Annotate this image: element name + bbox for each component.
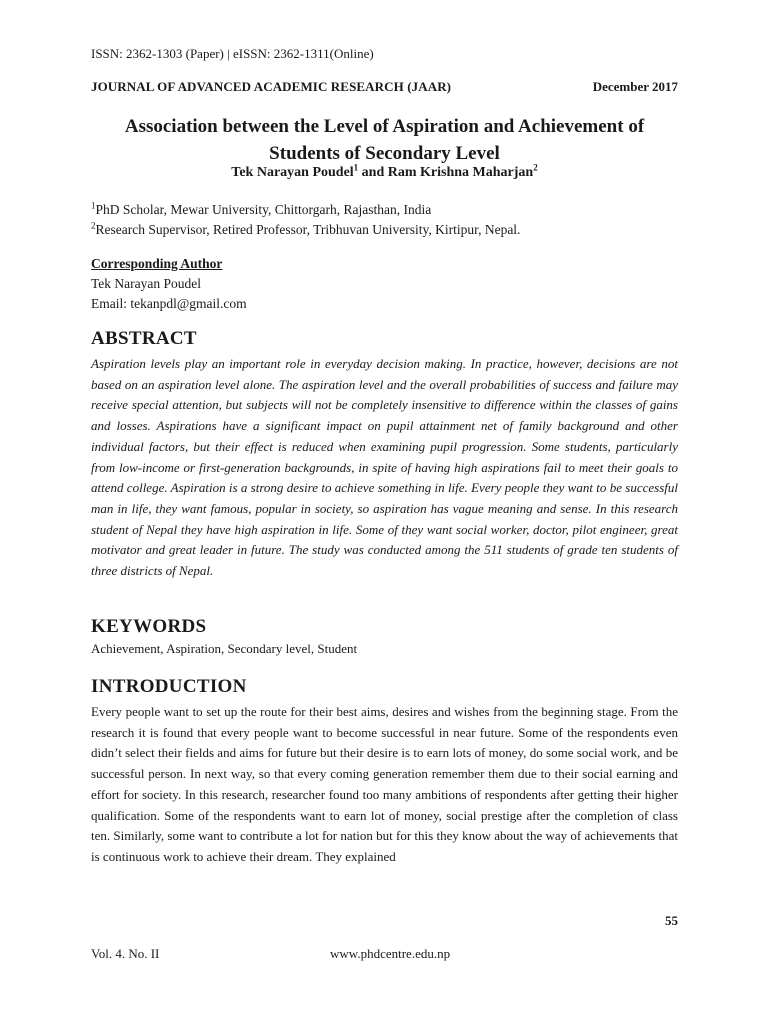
author-connector: and <box>358 165 388 180</box>
affiliation-2-sup: 2 <box>91 220 96 231</box>
author-1-sup: 1 <box>353 162 359 173</box>
affiliation-1-text: PhD Scholar, Mewar University, Chittorgarh, Rajasthan, India <box>95 202 432 217</box>
abstract-text: Aspiration levels play an important role in everyday decision making. In practice, however, decisions are not based on an aspiration level alone. The aspiration level and the overall probabilities of success and failure may receive special attention, but subjects will not be completely insensitive to difference within the classes of gains and losses. Aspirations have a significant impact on pupil attainment net of family background and other individual factors, but their effect is reduced when examining pupil progression. Some students, particularly from low-income or first-generation backgrounds, in spite of having high aspirations fail to meet their goals to attend college. Aspiration is a strong desire to achieve something in life. Every people they want to be successful man in life, they want famous, popular in society, so aspiration has vague meaning and sense. In this research student of Nepal they have high aspiration in life. Some of they want social worker, doctor, pilot engineer, great motivator and great leader in future. The study was conducted among the 511 students of grade ten students of three districts of Nepal. <box>91 356 678 579</box>
issue-date: December 2017 <box>592 79 678 94</box>
journal-name: JOURNAL OF ADVANCED ACADEMIC RESEARCH (JAAR) <box>91 79 452 94</box>
affiliations <box>91 200 520 240</box>
affiliation-2 <box>91 220 520 240</box>
corresponding-author-name: Tek Narayan Poudel <box>91 276 202 291</box>
introduction-text: Every people want to set up the route for their best aims, desires and wishes from the beginning stage. From the research it is found that every people want to become successful in near future. Some of the respondents even didn’t select their fields and aims for future but their desire is to earn lots of money, do some social work, and be successful person. In next way, so that every coming generation remember them due to their social earning and effort for society. In this research, researcher found too many ambitions of respondents after getting their higher qualification. Some of the respondents want to earn lot of money, social prestige after the completion of class ten. Similarly, some want to contribute a lot for nation but for this they know about the way of achievements that is continuous work to achieve their dream. They explained <box>91 704 678 864</box>
page-number: 55 <box>665 913 678 928</box>
corresponding-author-block <box>91 254 247 314</box>
keywords-heading: KEYWORDS <box>91 616 207 637</box>
corresponding-author-heading: Corresponding Author <box>91 256 223 271</box>
introduction-heading: INTRODUCTION <box>91 676 247 697</box>
footer-volume: Vol. 4. No. II <box>91 946 160 961</box>
affiliation-1-sup: 1 <box>91 200 96 211</box>
affiliation-1 <box>91 200 520 220</box>
author-2-sup: 2 <box>533 162 538 173</box>
footer-url: www.phdcentre.edu.np <box>330 946 451 961</box>
corresponding-author-email: Email: tekanpdl@gmail.com <box>91 296 247 311</box>
author-1: Tek Narayan Poudel <box>231 165 354 180</box>
abstract-heading: ABSTRACT <box>91 328 197 349</box>
author-2: Ram Krishna Maharjan <box>387 165 534 180</box>
issn-line: ISSN: 2362-1303 (Paper) | eISSN: 2362-1311(Online) <box>91 46 374 61</box>
affiliation-2-text: Research Supervisor, Retired Professor, Tribhuvan University, Kirtipur, Nepal. <box>95 222 521 237</box>
author-line <box>91 162 678 181</box>
keywords-text: Achievement, Aspiration, Secondary level, Student <box>91 641 358 656</box>
paper-title: Association between the Level of Aspiration and Achievement of Students of Secondary Level <box>124 116 645 164</box>
